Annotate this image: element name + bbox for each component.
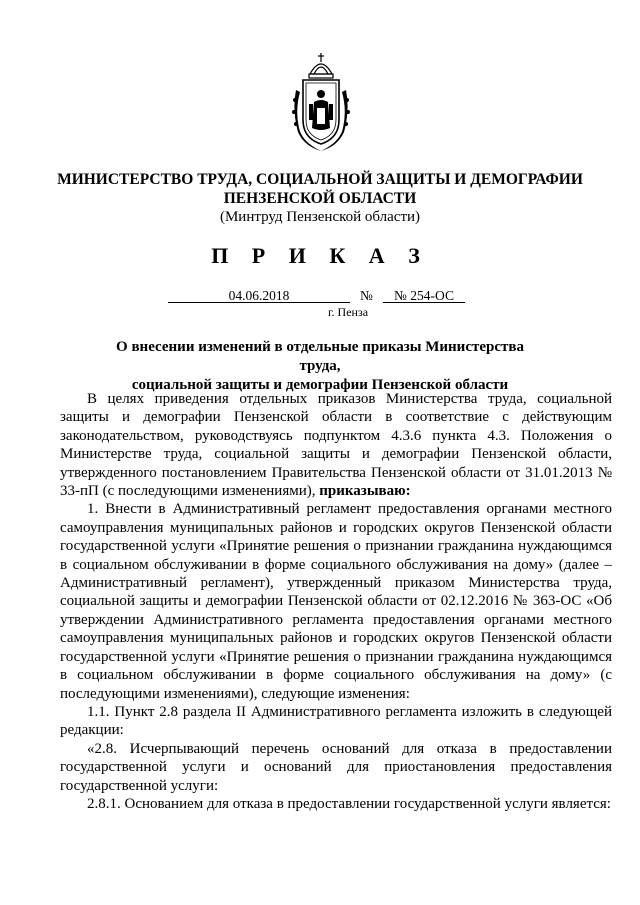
issue-city: г. Пенза (327, 305, 369, 319)
paragraph-item-1-1: 1.1. Пункт 2.8 раздела II Административного регламента изложить в следующей редакции: (60, 703, 612, 739)
number-underline (383, 302, 465, 303)
document-type-title: П Р И К А З (211, 243, 429, 268)
ministry-name-line2: ПЕНЗЕНСКОЙ ОБЛАСТИ (223, 190, 417, 207)
subject-line2: социальной защиты и демографии Пензенской области (131, 377, 509, 393)
number-sign: № (360, 288, 373, 303)
paragraph-item-2-8: «2.8. Исчерпывающий перечень оснований для отказа в предоставлении государственной услуги и оснований для приостановления предоставления государственной услуги: (60, 740, 612, 794)
order-subject (95, 338, 545, 395)
paragraph-item-2-8-1: 2.8.1. Основанием для отказа в предоставлении государственной услуги является: (87, 795, 611, 812)
order-number: № 254-ОС (394, 288, 454, 303)
date-underline (168, 302, 350, 303)
ministry-name-line1: МИНИСТЕРСТВО ТРУДА, СОЦИАЛЬНОЙ ЗАЩИТЫ И ДЕМОГРАФИИ (57, 171, 583, 188)
subject-line1: О внесении изменений в отдельные приказы Министерства труда, (116, 339, 524, 374)
order-date: 04.06.2018 (228, 288, 290, 303)
order-keyword: приказываю: (319, 483, 411, 500)
paragraph-item-1: 1. Внести в Административный регламент предоставления органами местного самоуправления муниципальных районов и городских округов Пензенской области государственной услуги «Принятие решения о признании гражданина нуждающимся в социальном обслуживании в форме социального обслуживания на дому» (далее – Административный регламент), утвержденный приказом Министерства труда, социальной защиты и демографии Пензенской области от 02.12.2016 № 363-ОС «Об утверждении Административного регламента предоставления органами местного самоуправления муниципальных районов и городских округов Пензенской области государственной услуги «Принятие решения о признании гражданина нуждающимся в социальном обслуживании в форме социального обслуживания на дому» (с последующими изменениями), следующие изменения: (60, 501, 612, 702)
document-body (60, 390, 612, 813)
coat-of-arms-icon (290, 50, 352, 154)
ministry-short-name: (Минтруд Пензенской области) (219, 209, 421, 225)
preamble-text: В целях приведения отдельных приказов Министерства труда, социальной защиты и демографии Пензенской области в соответствие с действующим законодательством, руководствуясь подпунктом 4.3.6 пункта 4.3. Положения о Министерстве труда, социальной защиты и демографии Пензенской области, утвержденного постановлением Правительства Пензенской области от 31.01.2013 № 33-пП (с последующими изменениями), (60, 391, 612, 500)
paragraph-preamble (60, 390, 612, 500)
